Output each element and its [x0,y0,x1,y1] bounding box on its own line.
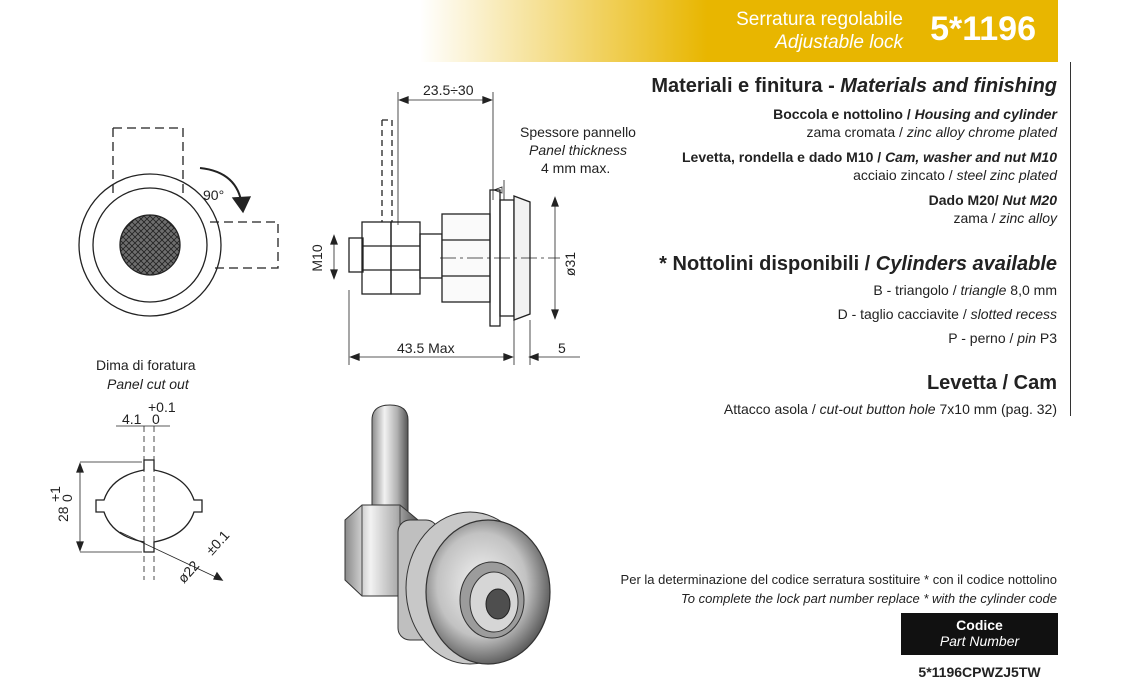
part-number-header [901,613,1058,655]
cylinders-heading: * Nottolini disponibili / Cylinders available [659,253,1057,275]
title-italian: Serratura regolabile [736,9,903,30]
part-number-label: Part Number [939,633,1020,649]
divider-line [1070,62,1071,416]
material-value-3: zama / zinc alloy [953,210,1057,226]
cylinder-item-b: B - triangolo / triangle 8,0 mm [873,282,1057,298]
diameter-dimension: ø31 [562,251,578,277]
material-label-1: Boccola e nottolino / Housing and cylinder [773,106,1057,122]
cylinder-item-d: D - taglio cacciavite / slotted recess [837,306,1057,322]
length-dimension: 43.5 Max [397,340,455,356]
cutout-label-en: Panel cut out [107,376,189,392]
side-view [309,82,636,365]
panel-label-en: Panel thickness [529,142,628,158]
front-view [79,128,278,316]
cam-text: Attacco asola / cut-out button hole 7x10 mm (pag. 32) [723,401,1057,417]
rotation-angle: 90° [203,187,225,203]
slot-width: 4.1 [122,411,142,427]
adjust-dimension: 23.5÷30 [423,82,474,98]
cutout-label-it: Dima di foratura [96,357,196,373]
thread-dimension: M10 [309,244,325,272]
cylinder-item-p: P - perno / pin P3 [948,330,1057,346]
material-label-2: Levetta, rondella e dado M10 / Cam, washer and nut M10 [682,149,1057,165]
hole-tolerance: ±0.1 [202,527,233,559]
cutout-height: 28 [55,506,71,522]
panel-max: 4 mm max. [541,160,611,176]
height-tol-up: +1 [47,486,63,502]
product-image [345,405,550,664]
material-value-1: zama cromata / zinc alloy chrome plated [806,124,1057,140]
product-code: 5*1196 [930,10,1036,48]
materials-heading: Materiali e finitura - Materials and finishing [651,75,1057,97]
title-english: Adjustable lock [775,32,903,53]
material-value-2: acciaio zincato / steel zinc plated [853,167,1057,183]
note-english: To complete the lock part number replace * with the cylinder code [681,591,1057,606]
note-italian: Per la determinazione del codice serratura sostituire * con il codice nottolino [620,572,1057,587]
panel-label-it: Spessore pannello [520,124,636,140]
flange-dimension: 5 [558,340,566,356]
cutout-view [47,357,233,586]
hole-diameter: ø22 [174,557,203,587]
cam-heading: Levetta / Cam [926,372,1057,394]
material-label-3: Dado M20/ Nut M20 [928,192,1057,208]
code-label: Codice [956,617,1003,633]
height-tol-down: 0 [59,494,75,502]
slot-tol-up: +0.1 [148,399,176,415]
slot-tol-down: 0 [152,411,160,427]
part-number-value: 5*1196CPWZJ5TW [918,664,1041,680]
